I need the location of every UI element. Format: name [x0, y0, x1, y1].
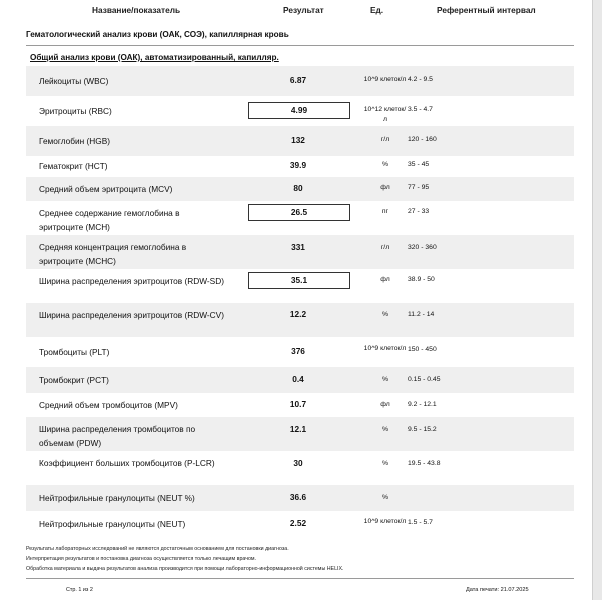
header-reference: Референтный интервал	[437, 5, 536, 15]
row-name: Гематокрит (HCT)	[39, 161, 108, 171]
row-result: 0.4	[292, 374, 304, 384]
row-unit: %	[381, 161, 389, 168]
table-row	[26, 417, 574, 451]
header-name: Название/показатель	[92, 5, 181, 15]
row-reference: 9.5 - 15.2	[408, 426, 437, 433]
row-reference: 19.5 - 43.8	[408, 460, 441, 467]
row-name: Средний объем эритроцита (MCV)	[39, 184, 173, 194]
table-row	[26, 235, 574, 269]
table-row	[26, 303, 574, 337]
header-result: Результат	[283, 5, 324, 15]
row-result: 2.52	[289, 518, 307, 528]
footer-note: Результаты лабораторных исследований не являются достаточным основанием для постановки диагноза.	[26, 546, 289, 552]
row-name: Нейтрофильные гранулоциты (NEUT)	[39, 519, 186, 529]
row-reference: 4.2 - 9.5	[408, 76, 433, 83]
row-reference: 27 - 33	[408, 208, 430, 215]
subsection-title: Общий анализ крови (ОАК), автоматизированный, капилляр.	[30, 53, 279, 62]
row-reference: 38.9 - 50	[408, 276, 435, 283]
page-edge	[592, 0, 602, 600]
table-row	[26, 269, 574, 303]
row-unit: фл	[380, 276, 390, 283]
header-unit: Ед.	[370, 5, 384, 15]
row-name: Ширина распределения эритроцитов (RDW-CV)	[39, 310, 224, 320]
row-unit: 10^12 клеток/л	[363, 106, 407, 123]
row-result: 36.6	[289, 492, 307, 502]
row-reference: 1.5 - 5.7	[408, 519, 433, 526]
section-title: Гематологический анализ крови (ОАК, СОЭ), капиллярная кровь	[26, 30, 574, 46]
table-row	[26, 511, 574, 541]
row-unit: 10^9 клеток/л	[363, 345, 407, 352]
row-result: 376	[291, 346, 305, 356]
row-unit: %	[381, 376, 389, 383]
table-row	[26, 337, 574, 367]
row-unit: %	[381, 426, 389, 433]
table-row	[26, 451, 574, 485]
footer-divider	[26, 578, 574, 579]
row-name: Ширина распределения эритроцитов (RDW-SD)	[39, 276, 224, 286]
row-reference: 3.5 - 4.7	[408, 106, 433, 113]
row-result: 80	[293, 183, 303, 193]
row-result: 26.5	[248, 204, 350, 221]
row-unit: %	[381, 311, 389, 318]
row-reference: 150 - 450	[408, 346, 437, 353]
footer-note: Интерпретация результатов и постановка диагноза осуществляется только лечащим врачом.	[26, 556, 257, 562]
row-result: 331	[291, 242, 305, 252]
row-result: 39.9	[289, 160, 307, 170]
row-reference: 320 - 360	[408, 244, 437, 251]
table-row	[26, 485, 574, 511]
row-name: Лейкоциты (WBC)	[39, 76, 109, 86]
row-unit: фл	[380, 184, 390, 191]
row-name: Тромбоциты (PLT)	[39, 347, 110, 357]
row-reference: 77 - 95	[408, 184, 430, 191]
row-result: 30	[293, 458, 303, 468]
row-name: Среднее содержание гемоглобина в эритроците (MCH)	[39, 208, 180, 232]
row-reference: 9.2 - 12.1	[408, 401, 437, 408]
table-row	[26, 96, 574, 126]
row-reference: 35 - 45	[408, 161, 430, 168]
row-name: Тромбокрит (PCT)	[39, 375, 109, 385]
row-result: 10.7	[289, 399, 307, 409]
table-row	[26, 393, 574, 417]
row-reference: 0.15 - 0.45	[408, 376, 441, 383]
print-date: Дата печати: 21.07.2025	[466, 587, 529, 593]
table-row	[26, 367, 574, 393]
row-unit: фл	[380, 401, 390, 408]
row-name: Гемоглобин (HGB)	[39, 136, 111, 146]
table-row	[26, 66, 574, 96]
row-name: Коэффициент больших тромбоцитов (P-LCR)	[39, 458, 215, 468]
row-unit: %	[381, 494, 389, 501]
row-result: 35.1	[248, 272, 350, 289]
table-header	[0, 5, 590, 19]
row-name: Ширина распределения тромбоцитов по объемам (PDW)	[39, 424, 196, 448]
footer-note: Обработка материала и выдача результатов анализа производится при помощи лабораторно-информационной системы HELIX.	[26, 566, 344, 572]
table-row	[26, 126, 574, 156]
table-row	[26, 156, 574, 177]
row-result: 6.87	[289, 75, 307, 85]
row-result: 12.2	[289, 309, 307, 319]
row-unit: пг	[381, 208, 389, 215]
table-row	[26, 201, 574, 235]
row-result: 12.1	[289, 424, 307, 434]
row-unit: г/л	[380, 244, 390, 251]
table-row	[26, 177, 574, 201]
row-unit: %	[381, 460, 389, 467]
row-unit: 10^9 клеток/л	[363, 518, 407, 525]
row-reference: 11.2 - 14	[408, 311, 435, 318]
row-unit: 10^9 клеток/л	[363, 76, 407, 83]
row-name: Нейтрофильные гранулоциты (NEUT %)	[39, 493, 195, 503]
row-result: 4.99	[248, 102, 350, 119]
row-name: Средняя концентрация гемоглобина в эритроците (MCHC)	[39, 242, 187, 266]
row-name: Средний объем тромбоцитов (MPV)	[39, 400, 178, 410]
row-reference: 120 - 160	[408, 136, 437, 143]
row-result: 132	[291, 135, 305, 145]
row-name: Эритроциты (RBC)	[39, 106, 112, 116]
page-number: Стр. 1 из 2	[66, 587, 93, 593]
row-unit: г/л	[380, 136, 390, 143]
